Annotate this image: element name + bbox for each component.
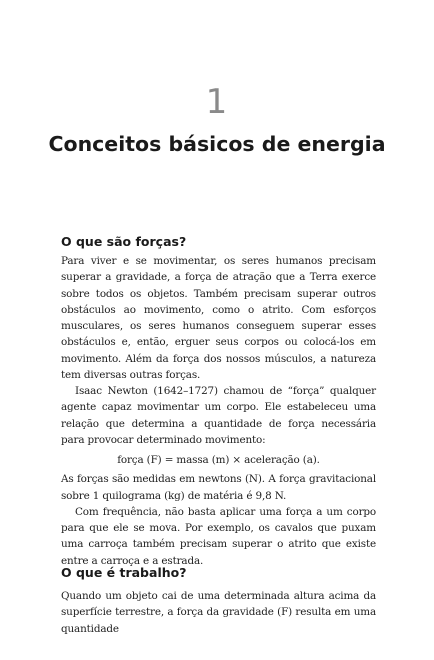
section-heading-forces: O que são forças?: [61, 234, 187, 249]
chapter-number: 1: [205, 82, 229, 122]
paragraph: Isaac Newton (1642–1727) chamou de “força” qualquer agente capaz movimentar um corpo. Ele estabeleceu uma relação que determina a quantidade de força necessária para provocar determinado movimento:: [61, 385, 376, 446]
section-heading-work: O que é trabalho?: [61, 565, 187, 580]
paragraph: Quando um objeto cai de uma determinada altura acima da superfície terrestre, a força da gravidade (F) resulta em uma quantidade: [61, 590, 376, 635]
section-body-work: [61, 588, 376, 637]
chapter-title: Conceitos básicos de energia: [48, 132, 386, 156]
paragraph: As forças são medidas em newtons (N). A força gravitacional sobre 1 quilograma (kg) de matéria é 9,8 N.: [61, 473, 376, 502]
paragraph: Para viver e se movimentar, os seres humanos precisam superar a gravidade, a força de atração que a Terra exerce sobre todos os objetos. Também precisam superar outros obstáculos ao movimento, como o atrito. Com esforços musculares, os seres humanos conseguem superar esses obstáculos e, então, erguer seus corpos ou colocá-los em movimento. Além da força dos nossos músculos, a natureza tem diversas outras forças.: [61, 255, 376, 381]
formula: força (F) = massa (m) × aceleração (a).: [117, 454, 320, 466]
paragraph: Com frequência, não basta aplicar uma força a um corpo para que ele se mova. Por exemplo, os cavalos que puxam uma carroça também precisam superar o atrito que existe entre a carroça e a estrada.: [61, 505, 376, 567]
section-body-forces: [61, 253, 376, 569]
